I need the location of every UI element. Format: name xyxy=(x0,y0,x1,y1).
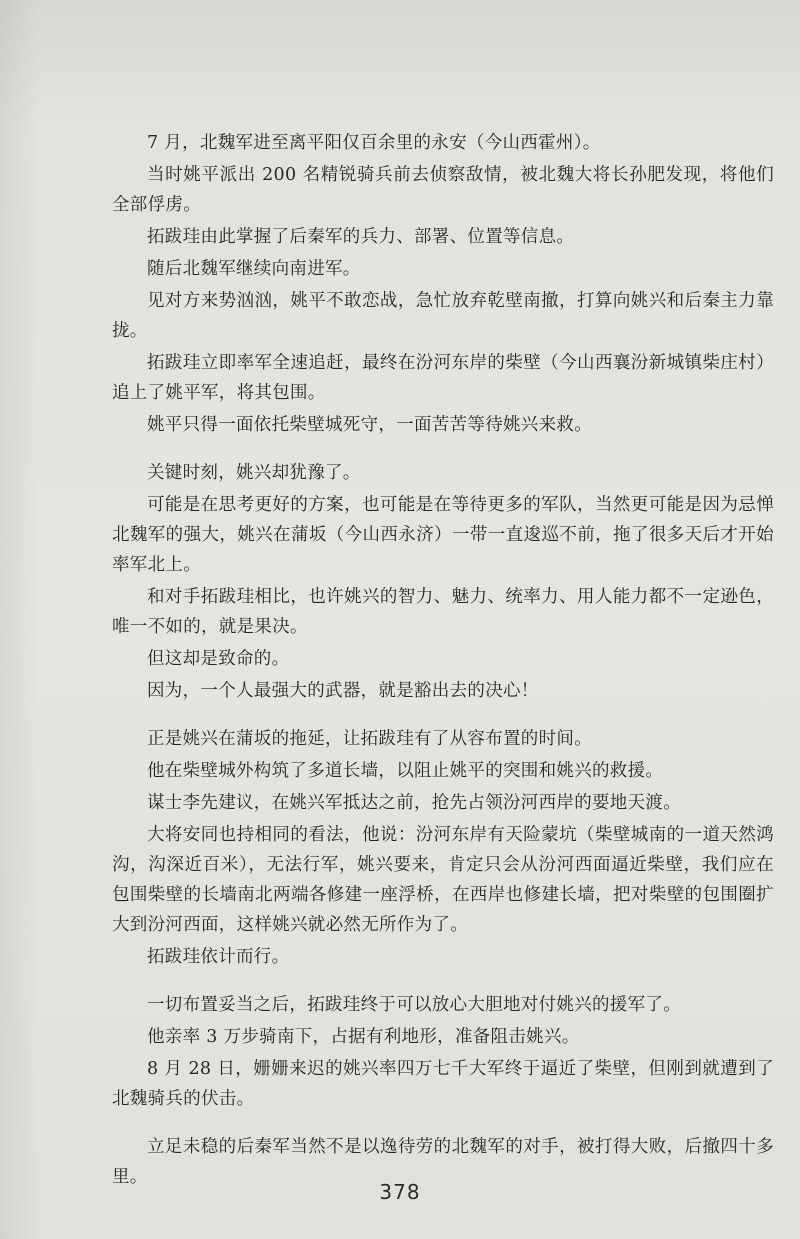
page-binding-shadow xyxy=(0,0,40,1239)
paragraph: 立足未稳的后秦军当然不是以逸待劳的北魏军的对手，被打得大败，后撤四十多里。 xyxy=(112,1137,774,1187)
paragraph: 谋士李先建议，在姚兴军抵达之前，抢先占领汾河西岸的要地天渡。 xyxy=(147,793,681,813)
paragraph: 8 月 28 日，姗姗来迟的姚兴率四万七千大军终于逼近了柴壁，但刚到就遭到了北魏骑兵的伏击。 xyxy=(112,1059,774,1109)
paragraph: 他在柴壁城外构筑了多道长墙，以阻止姚平的突围和姚兴的救援。 xyxy=(147,761,664,781)
paragraph: 姚平只得一面依托柴壁城死守，一面苦苦等待姚兴来救。 xyxy=(147,415,592,435)
paragraph: 但这却是致命的。 xyxy=(147,649,290,669)
paragraph: 一切布置妥当之后，拓跋珪终于可以放心大胆地对付姚兴的援军了。 xyxy=(147,995,681,1015)
paragraph: 拓跋珪立即率军全速追赶，最终在汾河东岸的柴壁（今山西襄汾新城镇柴庄村）追上了姚平军，将其包围。 xyxy=(112,353,774,403)
page-number: 378 xyxy=(379,1180,421,1204)
body-text xyxy=(112,128,774,1194)
paragraph: 他亲率 3 万步骑南下，占据有利地形，准备阻击姚兴。 xyxy=(147,1027,580,1047)
paragraph: 随后北魏军继续向南进军。 xyxy=(147,259,361,279)
paragraph: 拓跋珪由此掌握了后秦军的兵力、部署、位置等信息。 xyxy=(147,227,575,247)
paragraph: 当时姚平派出 200 名精锐骑兵前去侦察敌情，被北魏大将长孙肥发现，将他们全部俘虏。 xyxy=(112,165,774,215)
paragraph: 关键时刻，姚兴却犹豫了。 xyxy=(147,463,361,483)
paragraph: 见对方来势汹汹，姚平不敢恋战，急忙放弃乾壁南撤，打算向姚兴和后秦主力靠拢。 xyxy=(112,291,774,341)
paragraph: 可能是在思考更好的方案，也可能是在等待更多的军队，当然更可能是因为忌惮北魏军的强大，姚兴在蒲坂（今山西永济）一带一直逡巡不前，拖了很多天后才开始率军北上。 xyxy=(112,495,774,575)
paragraph: 大将安同也持相同的看法，他说：汾河东岸有天险蒙坑（柴壁城南的一道天然鸿沟，沟深近百米），无法行军，姚兴要来，肯定只会从汾河西面逼近柴壁，我们应在包围柴壁的长墙南北两端各修建一座浮桥，在西岸也修建长墙，把对柴壁的包围圈扩大到汾河西面，这样姚兴就必然无所作为了。 xyxy=(112,825,774,935)
paragraph: 拓跋珪依计而行。 xyxy=(147,947,290,967)
paragraph: 正是姚兴在蒲坂的拖延，让拓跋珪有了从容布置的时间。 xyxy=(147,729,592,749)
paragraph: 和对手拓跋珪相比，也许姚兴的智力、魅力、统率力、用人能力都不一定逊色，唯一不如的，就是果决。 xyxy=(112,587,774,637)
paragraph: 7 月，北魏军进至离平阳仅百余里的永安（今山西霍州）。 xyxy=(147,133,601,153)
paragraph: 因为，一个人最强大的武器，就是豁出去的决心！ xyxy=(147,681,539,701)
